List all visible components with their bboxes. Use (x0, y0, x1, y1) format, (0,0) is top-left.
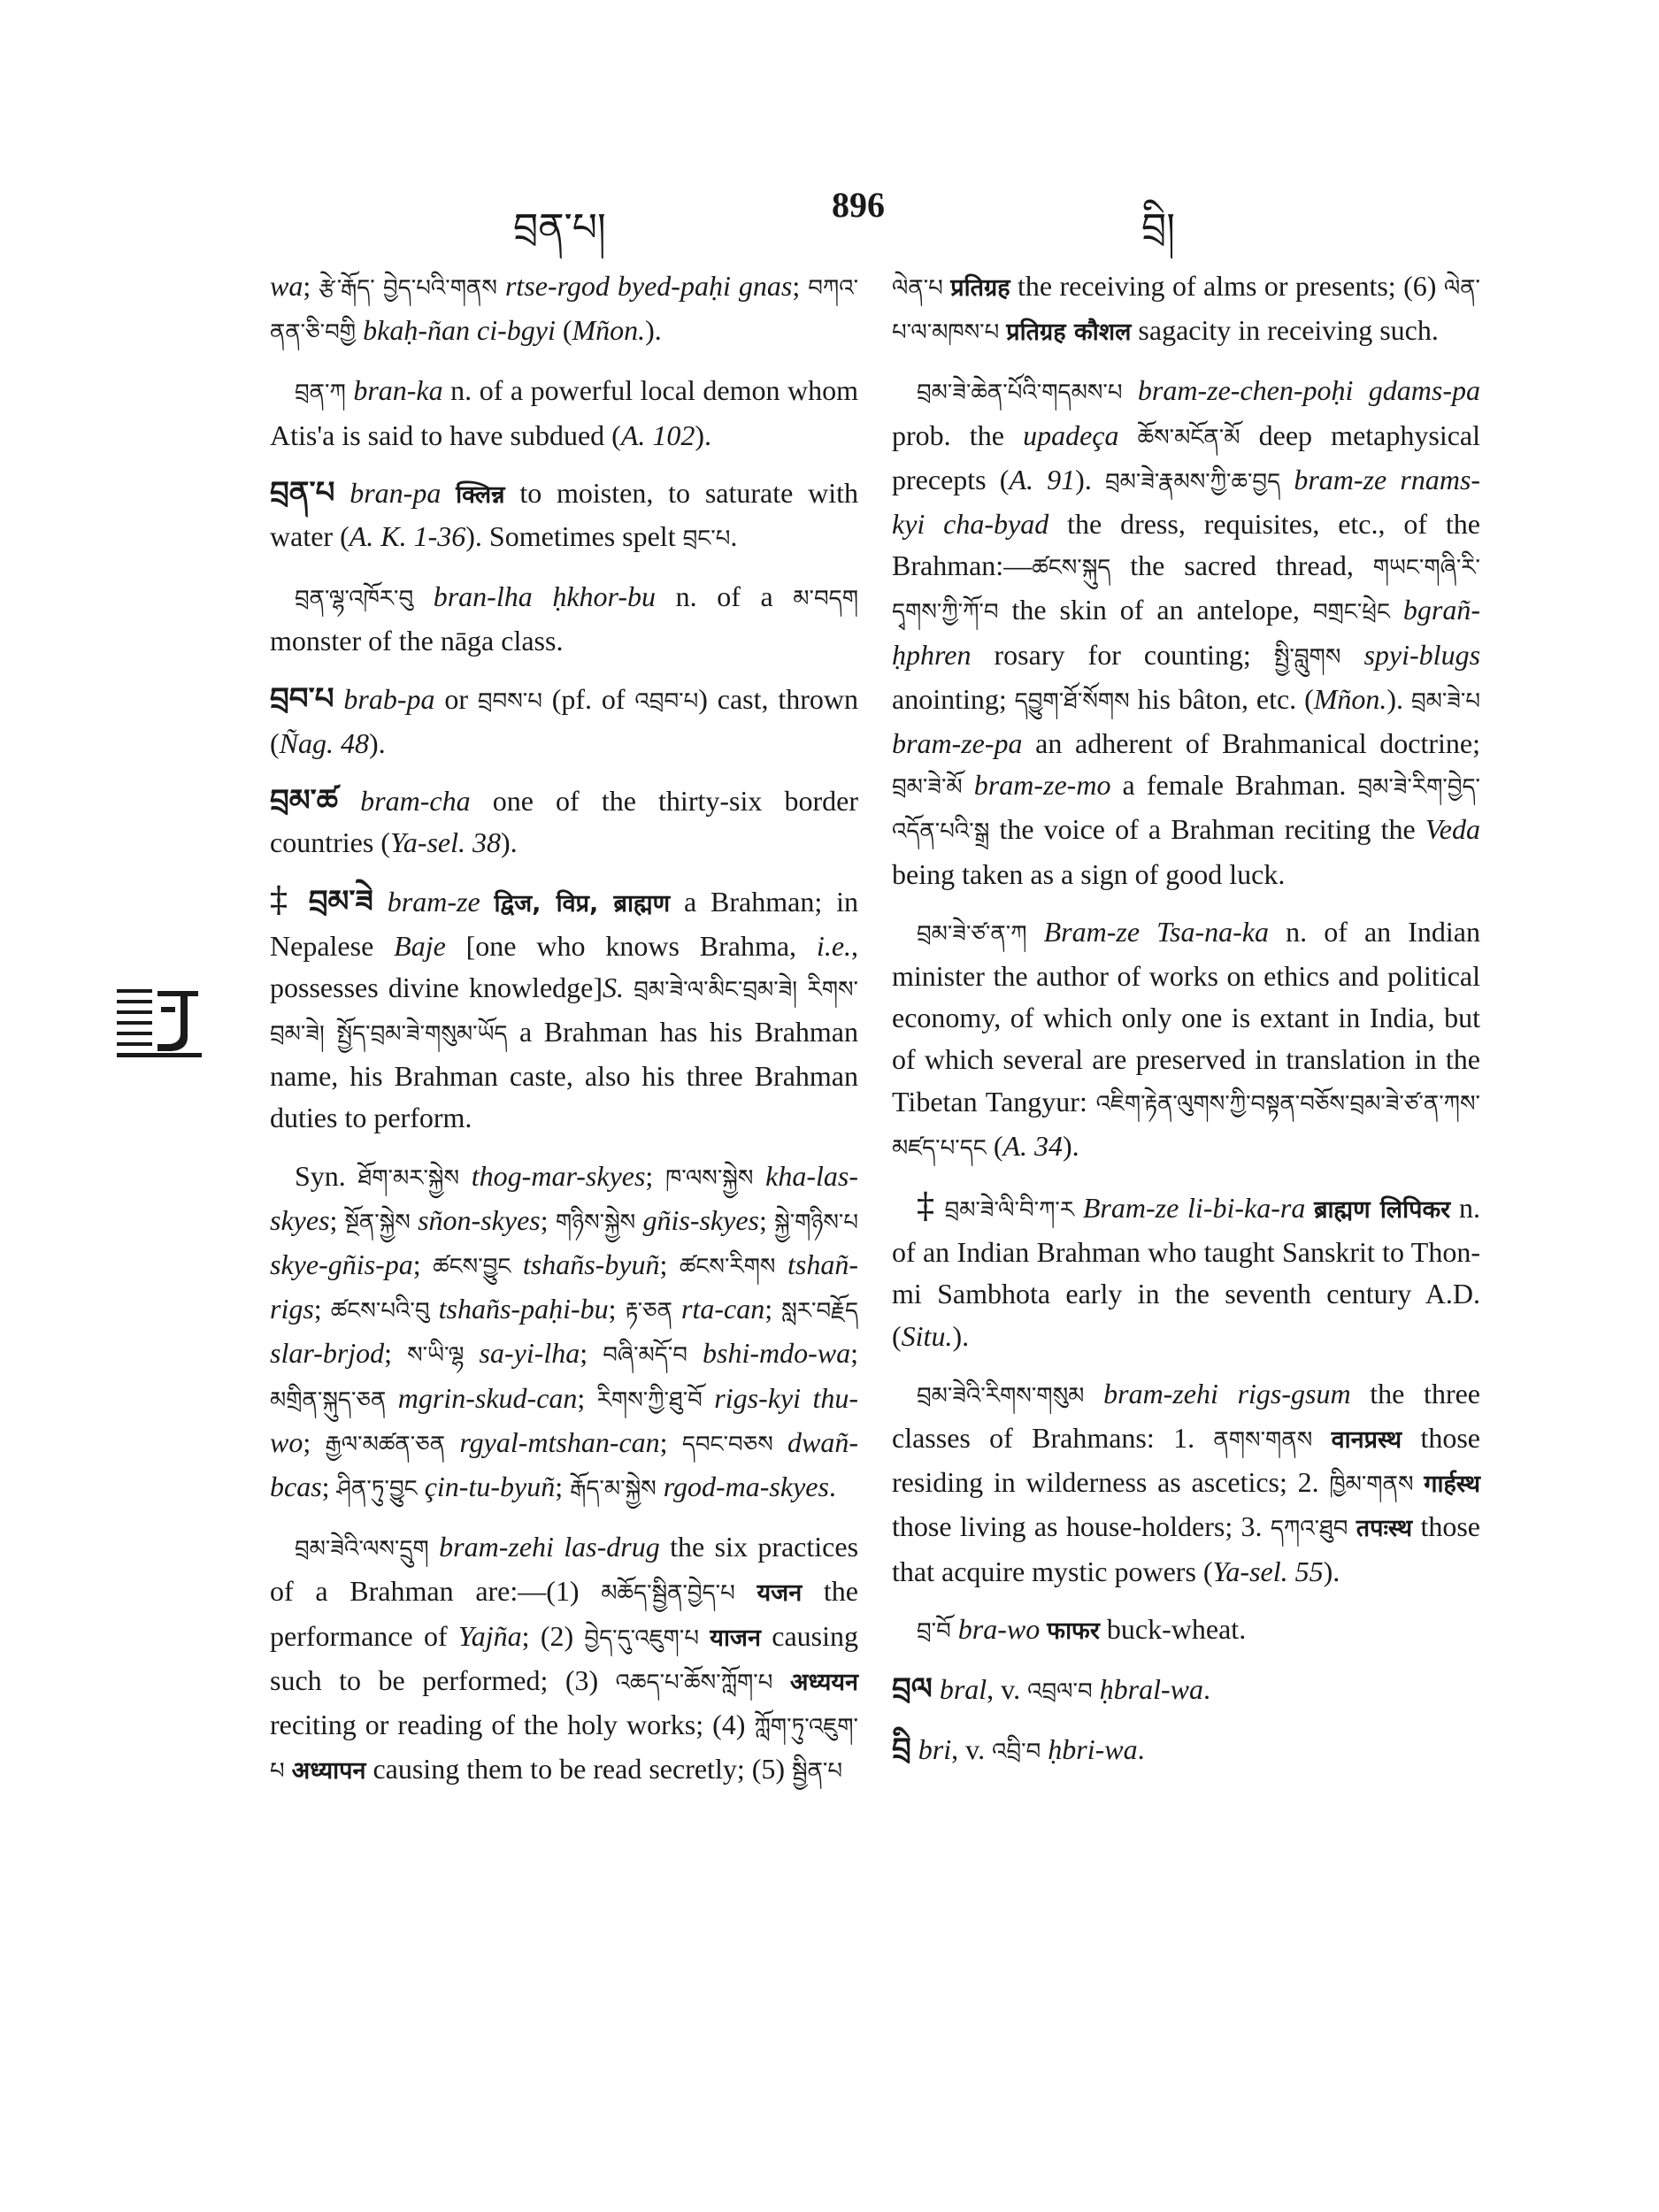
entry-text (943, 270, 950, 302)
sanskrit-text: क्लिन्न (456, 480, 505, 509)
tibetan-text: འཇིག་རྟེན་ལུགས་ཀྱི་བསྟན་བཅོས་བྲམ་ཟེ་ཙ་ན་ཀས་མཛད་པ་དང (892, 1090, 1480, 1162)
entry-text: ; (645, 1159, 666, 1192)
entry-text: ). (1386, 682, 1411, 715)
entry-text (657, 1471, 664, 1502)
tibetan-text: མ་བདག (793, 586, 859, 613)
entry-text: the skin of an antelope, (998, 594, 1313, 626)
transliteration-text: upadeça (1023, 419, 1119, 451)
tibetan-text: བྲམ་ཟེ་མོ (892, 774, 963, 802)
entry-text (459, 1160, 472, 1192)
entry-text (1084, 1378, 1103, 1409)
entry-text (1027, 916, 1044, 948)
entry-text: ). (695, 419, 712, 451)
sanskrit-text: फाफर (1047, 1617, 1100, 1645)
entry-text: rosary for counting; (971, 638, 1274, 671)
entry-text (773, 1426, 787, 1458)
transliteration-text: A. K. 1-36 (349, 520, 466, 553)
tibetan-text: འཆད་པ་ཆོས་ཀློག་པ (615, 1669, 773, 1696)
transliteration-text: Yajña (457, 1619, 522, 1652)
sanskrit-text: द्विज, विप्र, ब्राह्मण (494, 890, 671, 918)
transliteration-text: bshi-mdo-wa (703, 1337, 851, 1370)
tibetan-text: འབྲི་བ (992, 1739, 1041, 1766)
entry-text: ). (1075, 463, 1105, 495)
entry-text (418, 1471, 425, 1502)
transliteration-text: Ya-sel. 38 (389, 826, 502, 859)
entry-text (1093, 1673, 1100, 1705)
tibetan-text: བྲབས་པ (477, 687, 542, 715)
entry-text: ; (659, 1248, 680, 1281)
dictionary-entry (892, 1373, 1480, 1593)
entry-text: a Brahman has his Brahman name, his Brahman caste, also his three Brahman duties to perform. (270, 1016, 859, 1134)
entry-text: ). (1323, 1555, 1340, 1587)
entry-text (951, 1613, 958, 1645)
entry-text: his bâton, etc. ( (1129, 682, 1314, 715)
transliteration-text: bram-zehi las-drug (439, 1531, 660, 1563)
dictionary-entry (270, 1526, 858, 1793)
header-right-guideword: བྲི། (1141, 205, 1175, 250)
entry-text (1280, 464, 1294, 495)
transliteration-text: sñon-skyes (418, 1203, 541, 1236)
tibetan-text: བྲམ་ཟེའི་རིགས་གསུམ (917, 1382, 1085, 1409)
entry-text: , v. (987, 1673, 1028, 1706)
transliteration-text: rta-can (681, 1293, 765, 1325)
entry-text: deep metaphysical precepts ( (892, 419, 1481, 495)
tibetan-text: སྐྱེ་གཉིས་པ (774, 1209, 859, 1236)
transliteration-text: bri (918, 1733, 952, 1766)
sanskrit-text: गार्हस्थ (1424, 1471, 1480, 1499)
entry-text: a Brahman; in Nepalese (270, 886, 858, 962)
transliteration-text: mgrin-skud-can (397, 1381, 578, 1414)
entry-text (936, 1192, 945, 1224)
tibetan-text: བྲ་བོ (917, 1617, 951, 1645)
entry-text: n. of an Indian minister the author of works on ethics and political economy, of which only one is extant in India, but of which several are preserved in translation in the Tibetan Tangyur: (892, 915, 1481, 1118)
transliteration-text: bran-ka (353, 374, 443, 407)
entry-text (1348, 1510, 1356, 1542)
tibetan-text: བྱེད་དུ་འཇུག་པ (584, 1624, 699, 1652)
transliteration-text: çin-tu-byuñ (424, 1471, 556, 1503)
transliteration-text: bram-zehi rigs-gsum (1103, 1377, 1351, 1409)
header-left-guideword: བྲན་པ། (513, 205, 606, 250)
tibetan-text: རྟ་ཅན (625, 1298, 672, 1325)
transliteration-text: Situ. (901, 1319, 953, 1352)
entry-text: buck-wheat. (1099, 1612, 1247, 1645)
entry-text: ; (2) (521, 1619, 585, 1652)
thumb-index-icon (117, 984, 202, 1060)
entry-text: n. of a (656, 580, 794, 613)
page-number: 896 (832, 185, 885, 225)
transliteration-text: Veda (1425, 813, 1480, 846)
dictionary-entry (892, 911, 1480, 1170)
entry-text (1340, 639, 1363, 671)
entry-text: . (828, 1471, 836, 1503)
entry-text: sagacity in receiving such. (1131, 314, 1439, 347)
transliteration-text: sa-yi-lha (479, 1337, 580, 1370)
entry-text: ; (758, 1203, 775, 1236)
entry-text: ; (321, 1471, 337, 1503)
entry-text: those residing in wilderness as ascetics; 2. (892, 1422, 1481, 1499)
entry-text: causing them to be read secretly; (5) (365, 1753, 793, 1786)
entry-text (480, 886, 495, 918)
entry-text (497, 270, 505, 302)
sanskrit-text: तपःस्थ (1356, 1515, 1413, 1543)
entry-text: ; (792, 270, 809, 302)
transliteration-text: A. 91 (1009, 463, 1076, 495)
entry-text: ). (1063, 1129, 1079, 1162)
entry-text: monster of the nāga class. (270, 625, 564, 657)
transliteration-text: slar-brjod (270, 1337, 385, 1370)
entry-text: ). (501, 826, 518, 859)
entry-text: the sacred thread, (1110, 549, 1373, 582)
entry-text: . (730, 520, 738, 553)
tibetan-text: ཚངས་སྐུད (1032, 555, 1111, 582)
transliteration-text: rtse-rgod byed-paḥi gnas (504, 270, 793, 302)
transliteration-text: bgrañ-ḥphren (892, 594, 1481, 671)
entry-text: (pf. of (541, 682, 635, 715)
entry-text: ; (850, 1337, 859, 1370)
tibetan-text: ཚངས་རིགས (679, 1254, 776, 1281)
tibetan-text: ལེན་པ་ལ་མཁས་པ (892, 275, 1481, 347)
transliteration-text: Baje (394, 929, 446, 962)
transliteration-text: bram-ze rnams-kyi cha-byad (892, 463, 1481, 541)
entry-text (772, 1664, 789, 1696)
entry-text (1414, 1466, 1425, 1498)
entry-text (373, 886, 388, 918)
entry-text (1312, 1422, 1331, 1454)
transliteration-text: Mñon. (572, 314, 646, 347)
entry-text: ; (555, 1471, 571, 1503)
sanskrit-text: याजन (710, 1624, 761, 1652)
entry-text: ; (384, 1337, 408, 1370)
dictionary-entry (892, 1609, 1480, 1653)
entry-text: , v. (951, 1733, 993, 1766)
transliteration-text: skye-gñis-pa (270, 1248, 413, 1281)
entry-text (511, 1248, 523, 1280)
entry-text: anointing; (892, 682, 1015, 715)
dictionary-entry (270, 1156, 858, 1511)
tibetan-text: དབྱུག་ཐོ་སོགས (1014, 687, 1130, 715)
entry-text (911, 1733, 918, 1765)
headword-tibetan: བྲབ་པ (270, 680, 334, 717)
tibetan-text: དཀའ་ཐུབ (1270, 1516, 1348, 1543)
entry-text (735, 1575, 757, 1607)
entry-text: reciting or reading of the holy works; (4) (270, 1709, 755, 1741)
entry-text (430, 1293, 439, 1325)
entry-text: those living as house-holders; 3. (892, 1510, 1271, 1543)
transliteration-text: tshañs-paḥi-bu (438, 1293, 609, 1325)
tibetan-text: སྦྱིན་པ (792, 1758, 843, 1786)
entry-text: the dress, requisites, etc., of the Brahman:— (892, 508, 1481, 582)
tibetan-text: བྲམ་ཟེ་པ (1410, 687, 1481, 715)
transliteration-text: bram-cha (360, 785, 471, 818)
tibetan-text: བྲམ་ཟེ་ཙ་ན་ཀ (917, 920, 1027, 948)
tibetan-text: བྲམ་ཟེ་ལི་བི་ཀ་ར (944, 1197, 1075, 1225)
entry-text: the receiving of alms or presents; (6) (1010, 270, 1444, 302)
sanskrit-text: प्रतिग्रह कौशल (1006, 319, 1132, 347)
entry-text: ; (577, 1381, 597, 1414)
entry-text: ; (540, 1203, 556, 1236)
headword-tibetan: བྲི (892, 1732, 911, 1768)
page-header (0, 184, 1659, 250)
entry-text (624, 972, 634, 1003)
left-column (270, 265, 858, 1809)
entry-text (356, 314, 363, 346)
tibetan-text: ཁ་ལས་སྐྱེས (665, 1164, 754, 1192)
entry-text: ( (986, 1129, 1003, 1162)
dictionary-entry (270, 879, 858, 1139)
transliteration-text: A. 34 (1002, 1129, 1064, 1162)
dictionary-entry (892, 1669, 1480, 1713)
entry-text: n. of an Indian Brahman who taught Sanskrit to Thon-mi Sambhota early in the seventh century A.D. ( (892, 1192, 1480, 1352)
transliteration-text: A. 102 (620, 419, 695, 451)
entry-text: a female Brahman. (1110, 769, 1358, 802)
transliteration-text: rgyal-mtshan-can (459, 1425, 660, 1458)
tibetan-text: དབང་བཅས (681, 1431, 773, 1458)
headword-tibetan: བྲམ་ཚ (270, 783, 339, 819)
entry-text (963, 769, 974, 801)
transliteration-text: bram-ze (387, 886, 480, 918)
transliteration-text: thog-mar-skyes (471, 1159, 646, 1192)
transliteration-text: gñis-skyes (642, 1203, 759, 1236)
sanskrit-text: अध्ययन (789, 1668, 859, 1696)
entry-text (1118, 419, 1137, 451)
entry-text: Syn. (295, 1159, 358, 1192)
entry-text: , possesses divine knowledge] (270, 929, 859, 1003)
transliteration-text: bkaḥ-ñan ci-bgyi (363, 314, 556, 347)
entry-text: or (434, 682, 478, 715)
entry-text (1074, 1192, 1083, 1224)
entry-text: ( (555, 314, 572, 347)
dictionary-entry (270, 265, 858, 354)
transliteration-text: tshañ-rigs (270, 1248, 858, 1325)
entry-text: ; (313, 1293, 331, 1325)
transliteration-text: Bram-ze li-bi-ka-ra (1082, 1192, 1306, 1225)
entry-text (672, 1293, 681, 1325)
tibetan-text: ཀློག་ཏུ་འཇུག་པ (270, 1714, 858, 1786)
entry-text: ; (659, 1425, 682, 1458)
tibetan-text: མགྲིན་སྐུད་ཅན (270, 1386, 387, 1414)
entry-text: the performance of (270, 1575, 858, 1652)
transliteration-text: dwañ-bcas (270, 1425, 859, 1503)
entry-text: ; (303, 1425, 326, 1458)
sanskrit-text: यजन (757, 1579, 803, 1608)
entry-text (445, 1426, 459, 1458)
tibetan-text: བཞི་མདོ་བ (603, 1342, 687, 1370)
headword-tibetan: བྲན་པ (270, 474, 335, 511)
entry-text (699, 1620, 710, 1652)
dictionary-entry (270, 780, 858, 864)
tibetan-text: འབྲབ་པ (634, 687, 699, 715)
entry-text (411, 1204, 418, 1236)
tibetan-text: གཡང་གཞི་རི་དྭགས་ཀྱི་ཀོ་བ (892, 555, 1480, 626)
tibetan-text: སྔོན་སྐྱེས (344, 1209, 411, 1236)
tibetan-text: གཉིས་སྐྱེས (555, 1209, 636, 1236)
entry-text: one of the thirty-six border countries ( (270, 785, 859, 859)
dictionary-entry (892, 370, 1480, 895)
entry-text (334, 683, 344, 715)
sanskrit-text: ब्राह्मण लिपिकर (1314, 1196, 1451, 1225)
entry-text: . (1202, 1673, 1210, 1706)
entry-text (464, 1337, 479, 1369)
entry-text: ; (608, 1293, 626, 1325)
tibetan-text: བྲམ་ཟེའི་ལས་དྲུག (295, 1536, 429, 1563)
entry-text (338, 785, 360, 817)
entry-text: an adherent of Brahmanical doctrine; (1022, 727, 1480, 760)
transliteration-text: bram-ze-mo (973, 769, 1111, 802)
entry-text (775, 1248, 787, 1280)
headword-tibetan: བྲལ (892, 1671, 933, 1708)
transliteration-text: rigs-kyi thu-wo (270, 1381, 859, 1458)
transliteration-text: bran-pa (349, 476, 442, 509)
tibetan-text: ཆོས་མངོན་མོ (1137, 424, 1240, 451)
dictionary-entry (892, 1729, 1480, 1773)
transliteration-text: Mñon. (1313, 682, 1387, 715)
entry-text (753, 1160, 765, 1192)
transliteration-text: brab-pa (343, 682, 435, 715)
entry-text: ; (303, 270, 319, 302)
transliteration-text: kha-las-skyes (270, 1159, 859, 1236)
dictionary-entry (270, 370, 858, 456)
transliteration-text: bram-ze-chen-poḥi gdams-pa (1137, 374, 1481, 407)
tibetan-text: བཀའ་ནན་ཅི་བགྱི (270, 275, 859, 347)
entry-text (386, 1382, 397, 1414)
transliteration-text: Bram-ze Tsa-na-ka (1043, 915, 1269, 948)
entry-text (413, 580, 434, 612)
dictionary-entry (270, 679, 858, 764)
transliteration-text: Ñag. 48 (279, 726, 369, 759)
entry-text: ). (952, 1319, 970, 1352)
entry-text: being taken as a sign of good luck. (892, 857, 1286, 890)
entry-text: the voice of a Brahman reciting the (989, 813, 1425, 846)
tibetan-text: འབྲལ་བ (1027, 1678, 1093, 1706)
entry-text: ). (369, 726, 386, 759)
entry-text: ). (645, 314, 662, 347)
tibetan-text: སྤྱི་བླུགས (1273, 643, 1341, 671)
entry-text: those that acquire mystic powers ( (892, 1510, 1480, 1587)
tibetan-text: རིགས་ཀྱི་ཐུ་བོ (596, 1386, 703, 1414)
entry-text (441, 477, 456, 509)
entry-text (703, 1382, 714, 1414)
tibetan-text: སླར་བརྗོད (781, 1298, 859, 1325)
dictionary-entry (892, 1186, 1480, 1357)
tibetan-text: བྲམ་ཟེ་རིག་བྱེད་འདོན་པའི་སྒྲ (892, 774, 1481, 846)
entry-text: ; (329, 1203, 345, 1236)
double-dagger-mark: ‡ (270, 879, 295, 921)
transliteration-text: spyi-blugs (1363, 638, 1481, 671)
tibetan-text: ཐོག་མར་སྐྱེས (357, 1164, 460, 1192)
tibetan-text: ཚངས་བྱུང (433, 1254, 511, 1281)
entry-text: . (1137, 1733, 1145, 1766)
tibetan-text: བྲན་ལྷ་འཁོར་བུ (295, 586, 414, 613)
transliteration-text: rgod-ma-skyes (663, 1471, 829, 1503)
transliteration-text: i.e. (816, 929, 852, 962)
entry-text (429, 1531, 439, 1563)
transliteration-text: bral (939, 1673, 987, 1706)
tibetan-text: བྲན་ཀ (295, 380, 346, 407)
entry-text (1390, 594, 1403, 626)
entry-text (933, 1673, 940, 1705)
entry-text: the three classes of Brahmans: 1. (892, 1377, 1480, 1455)
entry-text (285, 1753, 292, 1785)
tibetan-text: བགྲང་ཕྲེང (1312, 599, 1390, 626)
transliteration-text: ḥbral-wa (1099, 1673, 1203, 1706)
headword-tibetan: བྲམ་ཟེ (308, 884, 373, 920)
tibetan-text: ཁྱིམ་གནས (1329, 1471, 1414, 1499)
tibetan-text: བྲམ་ཟེ་རྣམས་ཀྱི་ཆ་བྱད (1104, 468, 1281, 495)
entry-text: the six practices of a Brahman are:—(1) (270, 1531, 859, 1608)
transliteration-text: bra-wo (957, 1612, 1041, 1645)
tibetan-text: ལེན་པ (892, 275, 943, 302)
entry-text (687, 1337, 703, 1369)
double-dagger-mark: ‡ (917, 1186, 936, 1227)
tibetan-text: ཚངས་པའི་བུ (330, 1298, 430, 1325)
tibetan-text: ཤིན་ཏུ་བྱུང (336, 1476, 418, 1503)
tibetan-text: བྲང་པ (682, 526, 731, 553)
transliteration-text: bran-lha ḥkhor-bu (433, 580, 656, 613)
dictionary-entry (270, 472, 858, 560)
tibetan-text: རྩེ་རྒོད་ བྱེད་པའི་གནས (319, 275, 497, 302)
tibetan-text: ས་ཡི་ལྷ (407, 1342, 465, 1370)
tibetan-text: རྒོད་མ་སྐྱེས (570, 1476, 657, 1503)
sanskrit-text: प्रतिग्रह (950, 274, 1010, 302)
entry-text (1123, 374, 1138, 406)
entry-text: ; (580, 1337, 603, 1370)
transliteration-text: bram-ze-pa (892, 727, 1023, 760)
right-column (892, 265, 1480, 1790)
entry-text: to moisten, to saturate with water ( (270, 476, 858, 553)
tibetan-text: ནགས་གནས (1213, 1427, 1313, 1455)
entry-text: ; (764, 1293, 782, 1325)
sanskrit-text: अध्यापन (291, 1757, 366, 1786)
entry-text: [one who knows Brahma, (445, 929, 817, 962)
transliteration-text: Ya-sel. 55 (1212, 1555, 1324, 1587)
entry-text: prob. the (892, 419, 1024, 451)
entry-text: ; (412, 1248, 434, 1281)
entry-text: n. of a powerful local demon whom Atis'a is said to have subdued ( (270, 374, 858, 451)
entry-text (295, 886, 309, 918)
entry-text (1305, 1192, 1314, 1224)
entry-text: ) cast, thrown ( (270, 682, 859, 759)
entry-text: ). Sometimes spelt (465, 520, 683, 553)
transliteration-text: ḥbri-wa (1048, 1733, 1138, 1766)
transliteration-text: S. (603, 971, 625, 1003)
entry-text: causing such to be performed; (3) (270, 1619, 858, 1696)
dictionary-entry (892, 265, 1480, 354)
transliteration-text: wa (270, 270, 303, 302)
tibetan-text: བྲམ་ཟེ་ཆེན་པོའི་གདམས་པ (917, 380, 1123, 407)
entry-text (334, 477, 349, 509)
tibetan-text: བྲམ་ཟེ་ལ་མིང་བྲམ་ཟེ། རིགས་བྲམ་ཟེ། སྤྱོད་བྲམ་ཟེ་གསུམ་ཡོད (270, 976, 859, 1048)
transliteration-text: tshañs-byuñ (522, 1248, 660, 1281)
tibetan-text: རྒྱལ་མཚན་ཅན (325, 1431, 446, 1458)
tibetan-text: མཆོད་སྦྱིན་བྱེད་པ (601, 1580, 735, 1608)
dictionary-entry (270, 576, 858, 662)
sanskrit-text: वानप्रस्थ (1331, 1426, 1402, 1455)
